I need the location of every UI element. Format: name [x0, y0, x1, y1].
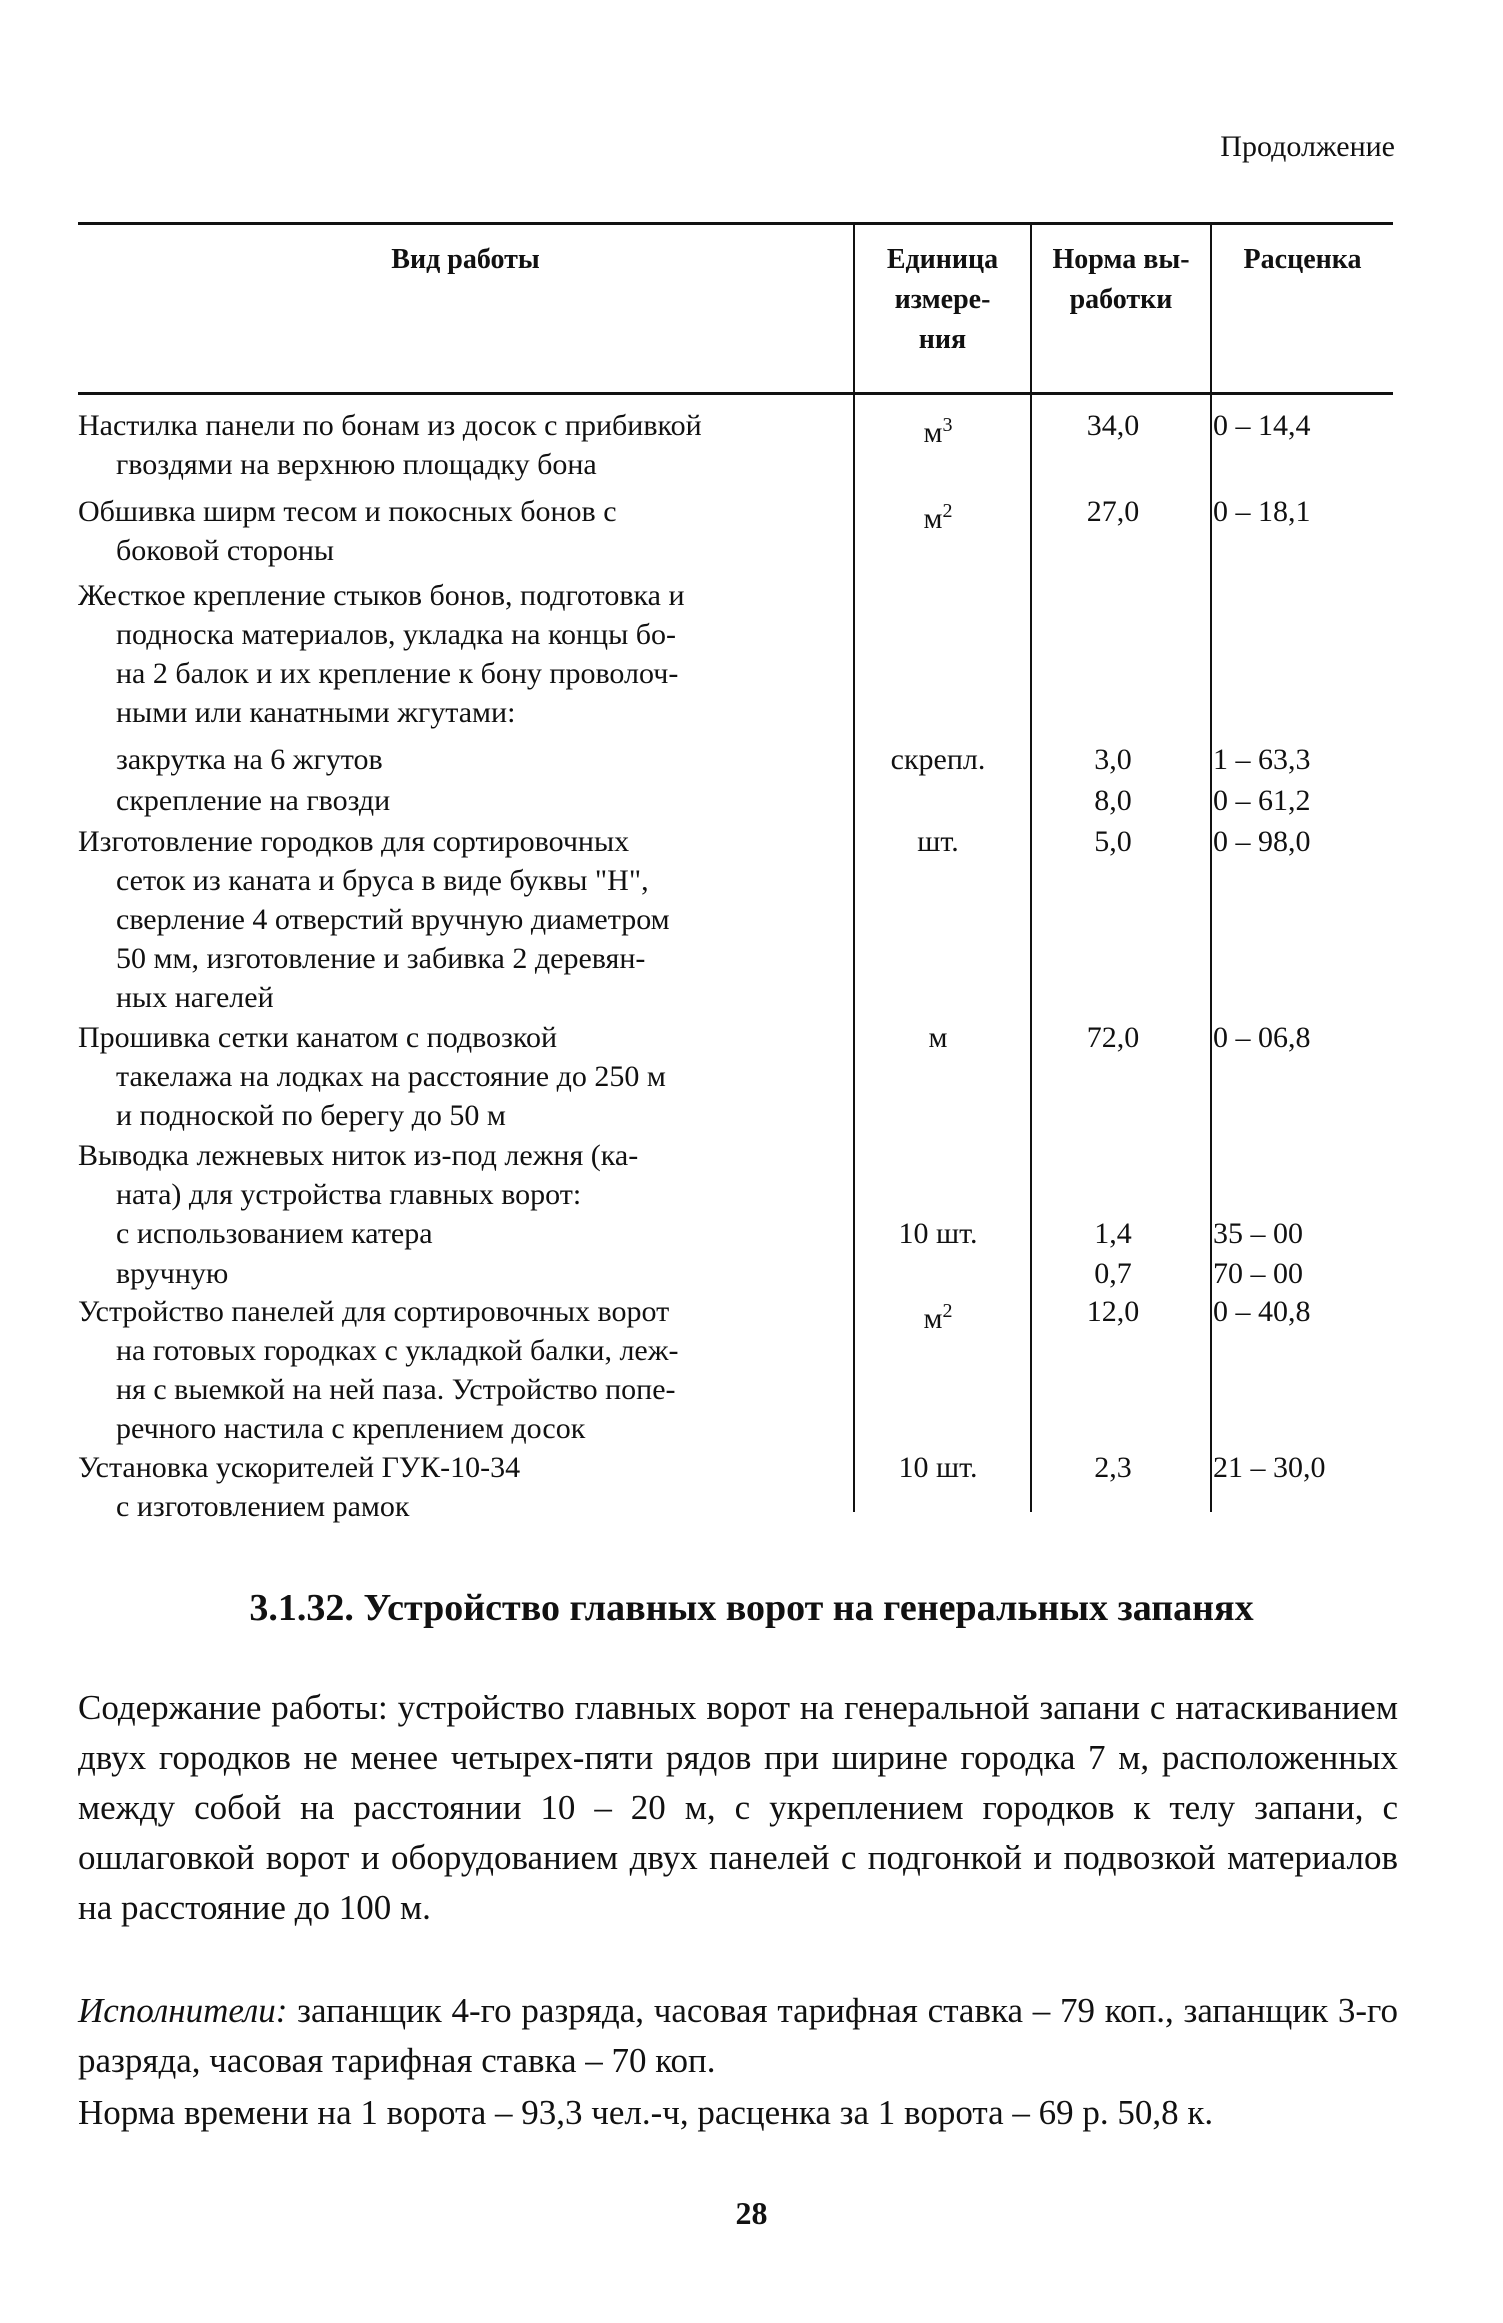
table-divider-2	[1030, 222, 1032, 1512]
table-top-rule	[78, 222, 1393, 225]
work-line: подноска материалов, укладка на концы бо-	[116, 618, 677, 651]
row-work	[78, 576, 848, 732]
work-line: и подноской по берегу до 50 м	[116, 1099, 506, 1132]
work-line: на 2 балок и их крепление к бону проволоч-	[116, 657, 679, 690]
work-line: такелажа на лодках на расстояние до 250 м	[116, 1060, 666, 1093]
unit-exponent: 2	[942, 1300, 953, 1322]
row-price: 1 – 63,3	[1213, 743, 1311, 776]
unit-text: 10 шт.	[898, 1217, 978, 1250]
work-line: Изготовление городков для сортировочных	[78, 825, 630, 858]
work-line: сверление 4 отверстий вручную диаметром	[116, 903, 670, 936]
row-work	[78, 781, 848, 820]
row-work	[78, 822, 848, 1017]
row-work	[78, 492, 848, 570]
row-norm: 72,0	[1086, 1021, 1140, 1054]
row-norm: 3,0	[1094, 743, 1132, 776]
table-divider-3	[1210, 222, 1212, 1512]
row-work	[78, 1448, 848, 1526]
row-price: 21 – 30,0	[1213, 1451, 1326, 1484]
header-norm-line-2: работки	[1069, 284, 1173, 315]
header-unit	[855, 240, 1030, 360]
header-norm	[1032, 240, 1210, 320]
content-paragraph: Содержание работы: устройство главных ворот на генеральной запани с натаскиванием двух городков не менее четырех-пяти рядов при ширине городка 7 м, расположенных между собой на расстоянии 10 – 20 м, с укреплением городков к телу запани, с ошлаговкой ворот и оборудованием двух панелей с подгонкой и подвозкой материалов на расстояние до 100 м.	[78, 1688, 1398, 1927]
row-unit	[848, 492, 1028, 538]
work-line: сеток из каната и бруса в виде буквы "Н",	[116, 864, 649, 897]
work-line: закрутка на 6 жгутов	[116, 743, 383, 776]
row-norm: 34,0	[1086, 409, 1140, 442]
row-price: 0 – 98,0	[1213, 825, 1311, 858]
row-work	[78, 1292, 848, 1448]
row-norm: 2,3	[1094, 1451, 1132, 1484]
work-line: вручную	[116, 1257, 229, 1290]
row-norm: 12,0	[1086, 1295, 1140, 1328]
work-line: Жесткое крепление стыков бонов, подготовка и	[78, 579, 685, 612]
row-work	[78, 1018, 848, 1135]
row-unit	[848, 406, 1028, 452]
work-line: Устройство панелей для сортировочных ворот	[78, 1295, 670, 1328]
executors-paragraph	[78, 1986, 1398, 2086]
work-line: Установка ускорителей ГУК-10-34	[78, 1451, 521, 1484]
work-line: Обшивка ширм тесом и покосных бонов с	[78, 495, 617, 528]
row-norm: 1,4	[1094, 1217, 1132, 1250]
continuation-label: Продолжение	[1220, 130, 1395, 163]
norm-paragraph: Норма времени на 1 ворота – 93,3 чел.-ч, расценка за 1 ворота – 69 р. 50,8 к.	[78, 2093, 1214, 2132]
row-unit	[848, 1448, 1028, 1487]
unit-text: м	[923, 416, 943, 449]
work-line: с изготовлением рамок	[116, 1490, 410, 1523]
work-line: ными или канатными жгутами:	[116, 696, 516, 729]
row-work	[78, 740, 848, 779]
work-line: Прошивка сетки канатом с подвозкой	[78, 1021, 558, 1054]
row-unit	[848, 1292, 1028, 1338]
row-price: 70 – 00	[1213, 1257, 1303, 1290]
work-line: гвоздями на верхнюю площадку бона	[116, 448, 597, 481]
work-line: боковой стороны	[116, 534, 335, 567]
row-price: 0 – 61,2	[1213, 784, 1311, 817]
work-line: на готовых городках с укладкой балки, леж-	[116, 1334, 679, 1367]
work-line: Настилка панели по бонам из досок с прибивкой	[78, 409, 702, 442]
unit-text: м	[923, 1302, 943, 1335]
row-work	[78, 1254, 848, 1293]
row-norm: 0,7	[1094, 1257, 1132, 1290]
row-norm: 8,0	[1094, 784, 1132, 817]
row-norm: 5,0	[1094, 825, 1132, 858]
page-number: 28	[735, 2195, 768, 2231]
work-line: ня с выемкой на ней паза. Устройство попе-	[116, 1373, 676, 1406]
row-work	[78, 1136, 848, 1214]
work-line: ната) для устройства главных ворот:	[116, 1178, 582, 1211]
work-line: Выводка лежневых ниток из-под лежня (ка-	[78, 1139, 639, 1172]
row-norm: 27,0	[1086, 495, 1140, 528]
unit-exponent: 3	[942, 414, 953, 436]
work-line: скрепление на гвозди	[116, 784, 391, 817]
row-unit	[848, 740, 1028, 779]
row-price: 0 – 18,1	[1213, 495, 1311, 528]
row-unit	[848, 1018, 1028, 1057]
executors-label: Исполнители:	[78, 1991, 288, 2030]
unit-text: скрепл.	[890, 743, 986, 776]
row-work	[78, 1214, 848, 1253]
header-unit-line-2: измере-	[894, 284, 991, 315]
work-line: речного настила с креплением досок	[116, 1412, 586, 1445]
table-header-rule	[78, 392, 1393, 395]
unit-text: 10 шт.	[898, 1451, 978, 1484]
row-price: 0 – 40,8	[1213, 1295, 1311, 1328]
header-unit-line-1: Единица	[886, 244, 999, 275]
unit-text: м	[928, 1021, 948, 1054]
header-norm-line-1: Норма вы-	[1052, 244, 1190, 275]
unit-text: шт.	[917, 825, 959, 858]
row-work	[78, 406, 848, 484]
header-work: Вид работы	[391, 244, 540, 275]
row-unit	[848, 1214, 1028, 1253]
header-unit-line-3: ния	[918, 324, 967, 355]
header-price: Расценка	[1243, 244, 1362, 275]
section-title: 3.1.32. Устройство главных ворот на генеральных запанях	[249, 1587, 1254, 1629]
work-line: 50 мм, изготовление и забивка 2 деревян-	[116, 942, 646, 975]
row-price: 35 – 00	[1213, 1217, 1303, 1250]
work-line: ных нагелей	[116, 981, 274, 1014]
row-unit	[848, 822, 1028, 861]
row-price: 0 – 06,8	[1213, 1021, 1311, 1054]
unit-exponent: 2	[942, 500, 953, 522]
unit-text: м	[923, 502, 943, 535]
work-line: с использованием катера	[116, 1217, 433, 1250]
row-price: 0 – 14,4	[1213, 409, 1311, 442]
executors-text: запанщик 4-го разряда, часовая тарифная ставка – 79 коп., запанщик 3-го разряда, часовая тарифная ставка – 70 коп.	[78, 1991, 1398, 2080]
